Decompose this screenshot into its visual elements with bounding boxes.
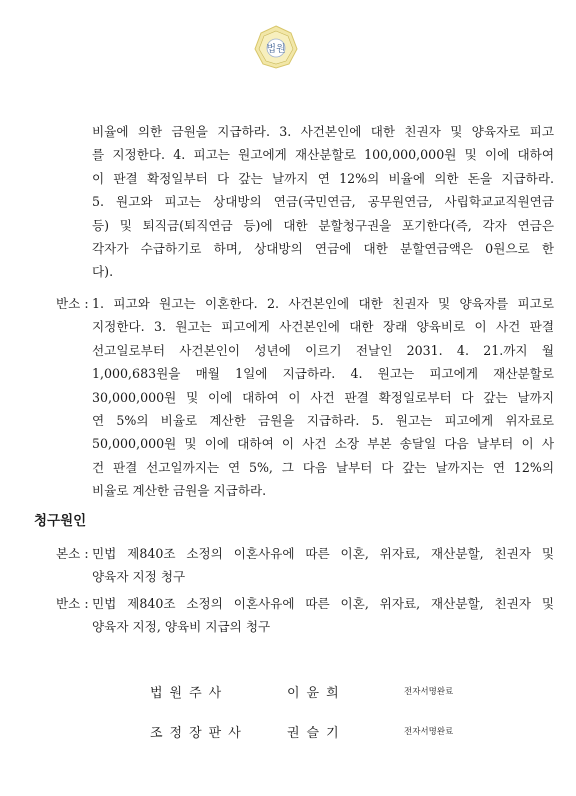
text-line: 민법 제840조 소정의 이혼사유에 따른 이혼, 위자료, 재산분할, 친권자 및 — [92, 596, 554, 611]
text-line: 등) 및 퇴직금(퇴직연금 등)에 대한 분할청구권을 포기한다(즉, 각자 연금은 — [92, 217, 554, 233]
main-claim-text — [92, 542, 554, 589]
text-line: 1. 피고와 원고는 이혼한다. 2. 사건본인에 대한 친권자 및 양육자를 피고로 — [92, 296, 554, 311]
text-line: 를 지정한다. 4. 피고는 원고에게 재산분할로 100,000,000원 및 이에 대하여 — [92, 147, 554, 163]
signature-row — [0, 682, 576, 702]
text-line: 다). — [92, 264, 114, 280]
text-line: 지정한다. 3. 원고는 피고에게 사건본인에 대한 장래 양육비로 이 사건 판결 — [92, 319, 554, 335]
text-line: 각자가 수급하기로 하며, 상대방의 연금에 대한 분할연금액은 0원으로 한 — [92, 241, 554, 257]
text-line: 건 판결 선고일까지는 연 5%, 그 다음 날부터 다 갚는 날까지는 연 12%의 — [92, 459, 554, 475]
text-line: 1,000,683원을 매월 1일에 지급하라. 4. 원고는 피고에게 재산분할로 — [92, 366, 554, 382]
counter-claim-text — [92, 592, 554, 639]
text-line: 양육자 지정, 양육비 지급의 청구 — [92, 619, 271, 635]
text-line: 5. 원고와 피고는 상대방의 연금(국민연금, 공무원연금, 사립학교교직원연금 — [92, 194, 554, 210]
main-claim-label: 본소 : — [56, 546, 89, 561]
e-signature-mark: 전자서명완료 — [404, 687, 454, 697]
text-line: 비율에 의한 금원을 지급하라. 3. 사건본인에 대한 친권자 및 양육자로 피고 — [92, 124, 554, 139]
text-line: 연 5%의 비율로 계산한 금원을 지급하라. 5. 원고는 피고에게 위자료로 — [92, 413, 554, 429]
text-line: 선고일로부터 사건본인이 성년에 이르기 전날인 2031. 4. 21.까지 월 — [92, 342, 554, 358]
counterclaim-text — [92, 292, 554, 503]
signer-name: 이윤희 — [287, 686, 346, 701]
e-signature-mark: 전자서명완료 — [404, 727, 454, 737]
signer-title: 법원주사 — [150, 686, 229, 701]
text-line: 비율로 계산한 금원을 지급하라. — [92, 483, 267, 499]
section-title: 청구원인 — [34, 513, 87, 529]
signer-title: 조정장판사 — [150, 726, 248, 741]
text-line: 50,000,000원 및 이에 대하여 이 사건 소장 부본 송달일 다음 날부터 이 사 — [92, 436, 554, 452]
court-seal-logo — [253, 24, 299, 70]
counter-claim-label: 반소 : — [56, 596, 89, 611]
counterclaim-label: 반소 : — [56, 296, 89, 311]
signer-name: 권슬기 — [287, 726, 346, 741]
signature-row — [0, 722, 576, 742]
claim-continuation — [92, 120, 554, 284]
seal-text: 법원 — [266, 44, 286, 55]
text-line: 30,000,000원 및 이에 대하여 이 사건 판결 확정일로부터 다 갚는 날까지 — [92, 389, 554, 405]
text-line: 민법 제840조 소정의 이혼사유에 따른 이혼, 위자료, 재산분할, 친권자 및 — [92, 546, 554, 561]
text-line: 이 판결 확정일부터 다 갚는 날까지 연 12%의 비율에 의한 돈을 지급하라. — [92, 170, 554, 186]
text-line: 양육자 지정 청구 — [92, 569, 186, 585]
